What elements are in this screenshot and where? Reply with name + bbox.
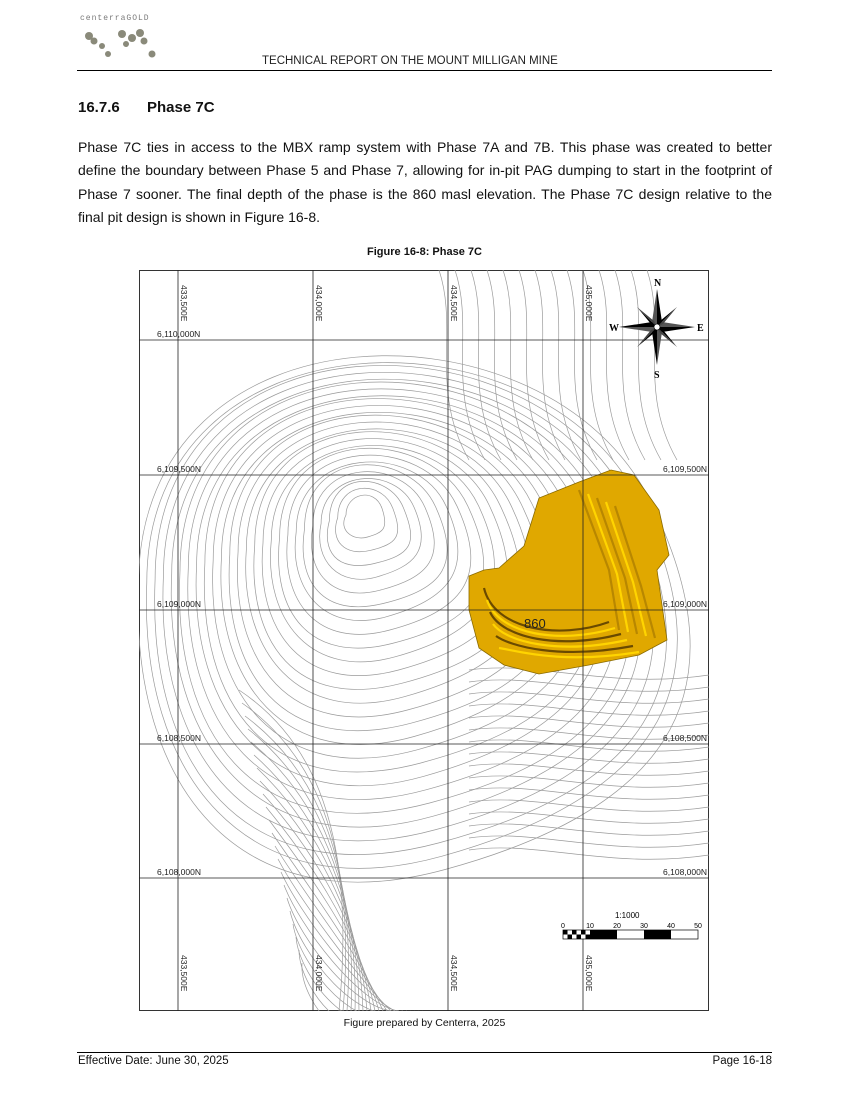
northing-label-left: 6,110,000N [157,329,201,339]
easting-label-top: 435,000E [584,285,594,322]
logo-wordmark: centerraGOLD [80,14,150,23]
footer-divider [77,1052,772,1053]
northing-label-right: 6,109,500N [663,464,707,474]
figure-credit: Figure prepared by Centerra, 2025 [343,1017,506,1029]
easting-label-top: 434,000E [314,285,324,322]
northing-label-left: 6,108,500N [157,733,201,743]
compass-e: E [697,323,704,334]
scale-checker [563,930,568,935]
scale-tick-label: 30 [640,923,648,930]
scale-checker [577,935,582,940]
centerra-gold-logo [80,14,170,62]
scale-ratio: 1:1000 [615,911,640,920]
phase-depth-label: 860 [524,616,546,631]
page-number: Page 16-18 [712,1055,772,1067]
header-divider [77,70,772,71]
section-heading [78,99,215,116]
compass-w: W [609,323,619,334]
report-title: TECHNICAL REPORT ON THE MOUNT MILLIGAN MINE [262,55,558,67]
northing-label-right: 6,108,500N [663,733,707,743]
northing-label-right: 6,108,000N [663,867,707,877]
compass-n: N [654,278,662,289]
compass-s: S [654,370,660,381]
scale-tick-label: 20 [613,923,621,930]
scale-tick-label: 50 [694,923,702,930]
logo-hexagons-icon [80,24,170,62]
northing-label-left: 6,108,000N [157,867,201,877]
effective-date: Effective Date: June 30, 2025 [78,1055,229,1067]
scale-checker [572,930,577,935]
phase-map [139,270,709,1011]
scale-checker [568,935,573,940]
easting-label-bottom: 433,500E [179,955,189,992]
easting-label-bottom: 434,500E [449,955,459,992]
scale-checker [581,930,586,935]
easting-label-bottom: 435,000E [584,955,594,992]
northing-label-right: 6,109,000N [663,599,707,609]
scale-checker [586,935,591,940]
easting-label-top: 434,500E [449,285,459,322]
section-title: Phase 7C [147,99,215,116]
phase-map-figure [139,270,709,1011]
body-paragraph: Phase 7C ties in access to the MBX ramp system with Phase 7A and 7B. This phase was created to better define the boundary between Phase 5 and Phase 7, allowing for in-pit PAG dumping to start in the footprint of Phase 7 sooner. The final depth of the phase is the 860 masl elevation. The Phase 7C design relative to the final pit design is shown in Figure 16-8. [78,139,772,225]
easting-label-top: 433,500E [179,285,189,322]
scale-tick-label: 10 [586,923,594,930]
northing-label-left: 6,109,000N [157,599,201,609]
scale-tick-label: 0 [561,923,565,930]
section-number: 16.7.6 [78,99,120,116]
scale-tick-label: 40 [667,923,675,930]
easting-label-bottom: 434,000E [314,955,324,992]
figure-caption: Figure 16-8: Phase 7C [367,246,482,258]
northing-label-left: 6,109,500N [157,464,201,474]
